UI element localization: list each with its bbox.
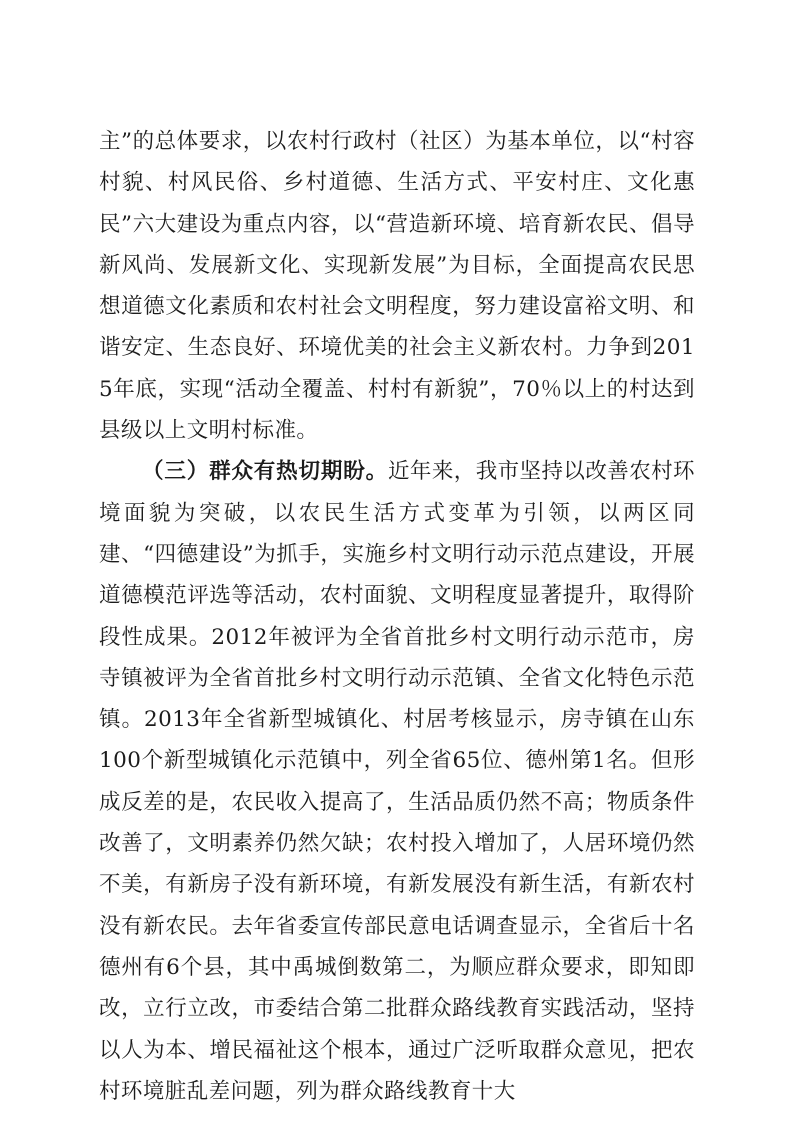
paragraph-section-three bbox=[99, 451, 695, 1112]
paragraph-continuation-text: 主”的总体要求，以农村行政村（社区）为基本单位，以“村容村貌、村风民俗、乡村道德、生活方式、平安村庄、文化惠民”六大建设为重点内容，以“营造新环境、培育新农民、倡导新风尚、发展新文化、实现新发展”为目标，全面提高农民思想道德文化素质和农村社会文明程度，努力建设富裕文明、和谐安定、生态良好、环境优美的社会主义新农村。力争到2015年底，实现“活动全覆盖、村村有新貌”，70％以上的村达到县级以上文明村标准。 bbox=[99, 129, 695, 444]
paragraph-continuation bbox=[99, 121, 695, 451]
paragraph-section-three-text: 近年来，我市坚持以改善农村环境面貌为突破，以农民生活方式变革为引领，以两区同建、“四德建设”为抓手，实施乡村文明行动示范点建设，开展道德模范评选等活动，农村面貌、文明程度显著提升，取得阶段性成果。2012年被评为全省首批乡村文明行动示范市，房寺镇被评为全省首批乡村文明行动示范镇、全省文化特色示范镇。2013年全省新型城镇化、村居考核显示，房寺镇在山东100个新型城镇化示范镇中，列全省65位、德州第1名。但形成反差的是，农民收入提高了，生活品质仍然不高；物质条件改善了，文明素养仍然欠缺；农村投入增加了，人居环境仍然不美，有新房子没有新环境，有新发展没有新生活，有新农村没有新农民。去年省委宣传部民意电话调查显示，全省后十名德州有6个县，其中禹城倒数第二，为顺应群众要求，即知即改，立行立改，市委结合第二批群众路线教育实践活动，坚持以人为本、增民福祉这个根本，通过广泛听取群众意见，把农村环境脏乱差问题，列为群众路线教育十大 bbox=[99, 459, 695, 1104]
section-heading-three: （三）群众有热切期盼。 bbox=[142, 459, 388, 485]
document-text-body bbox=[99, 121, 695, 1112]
